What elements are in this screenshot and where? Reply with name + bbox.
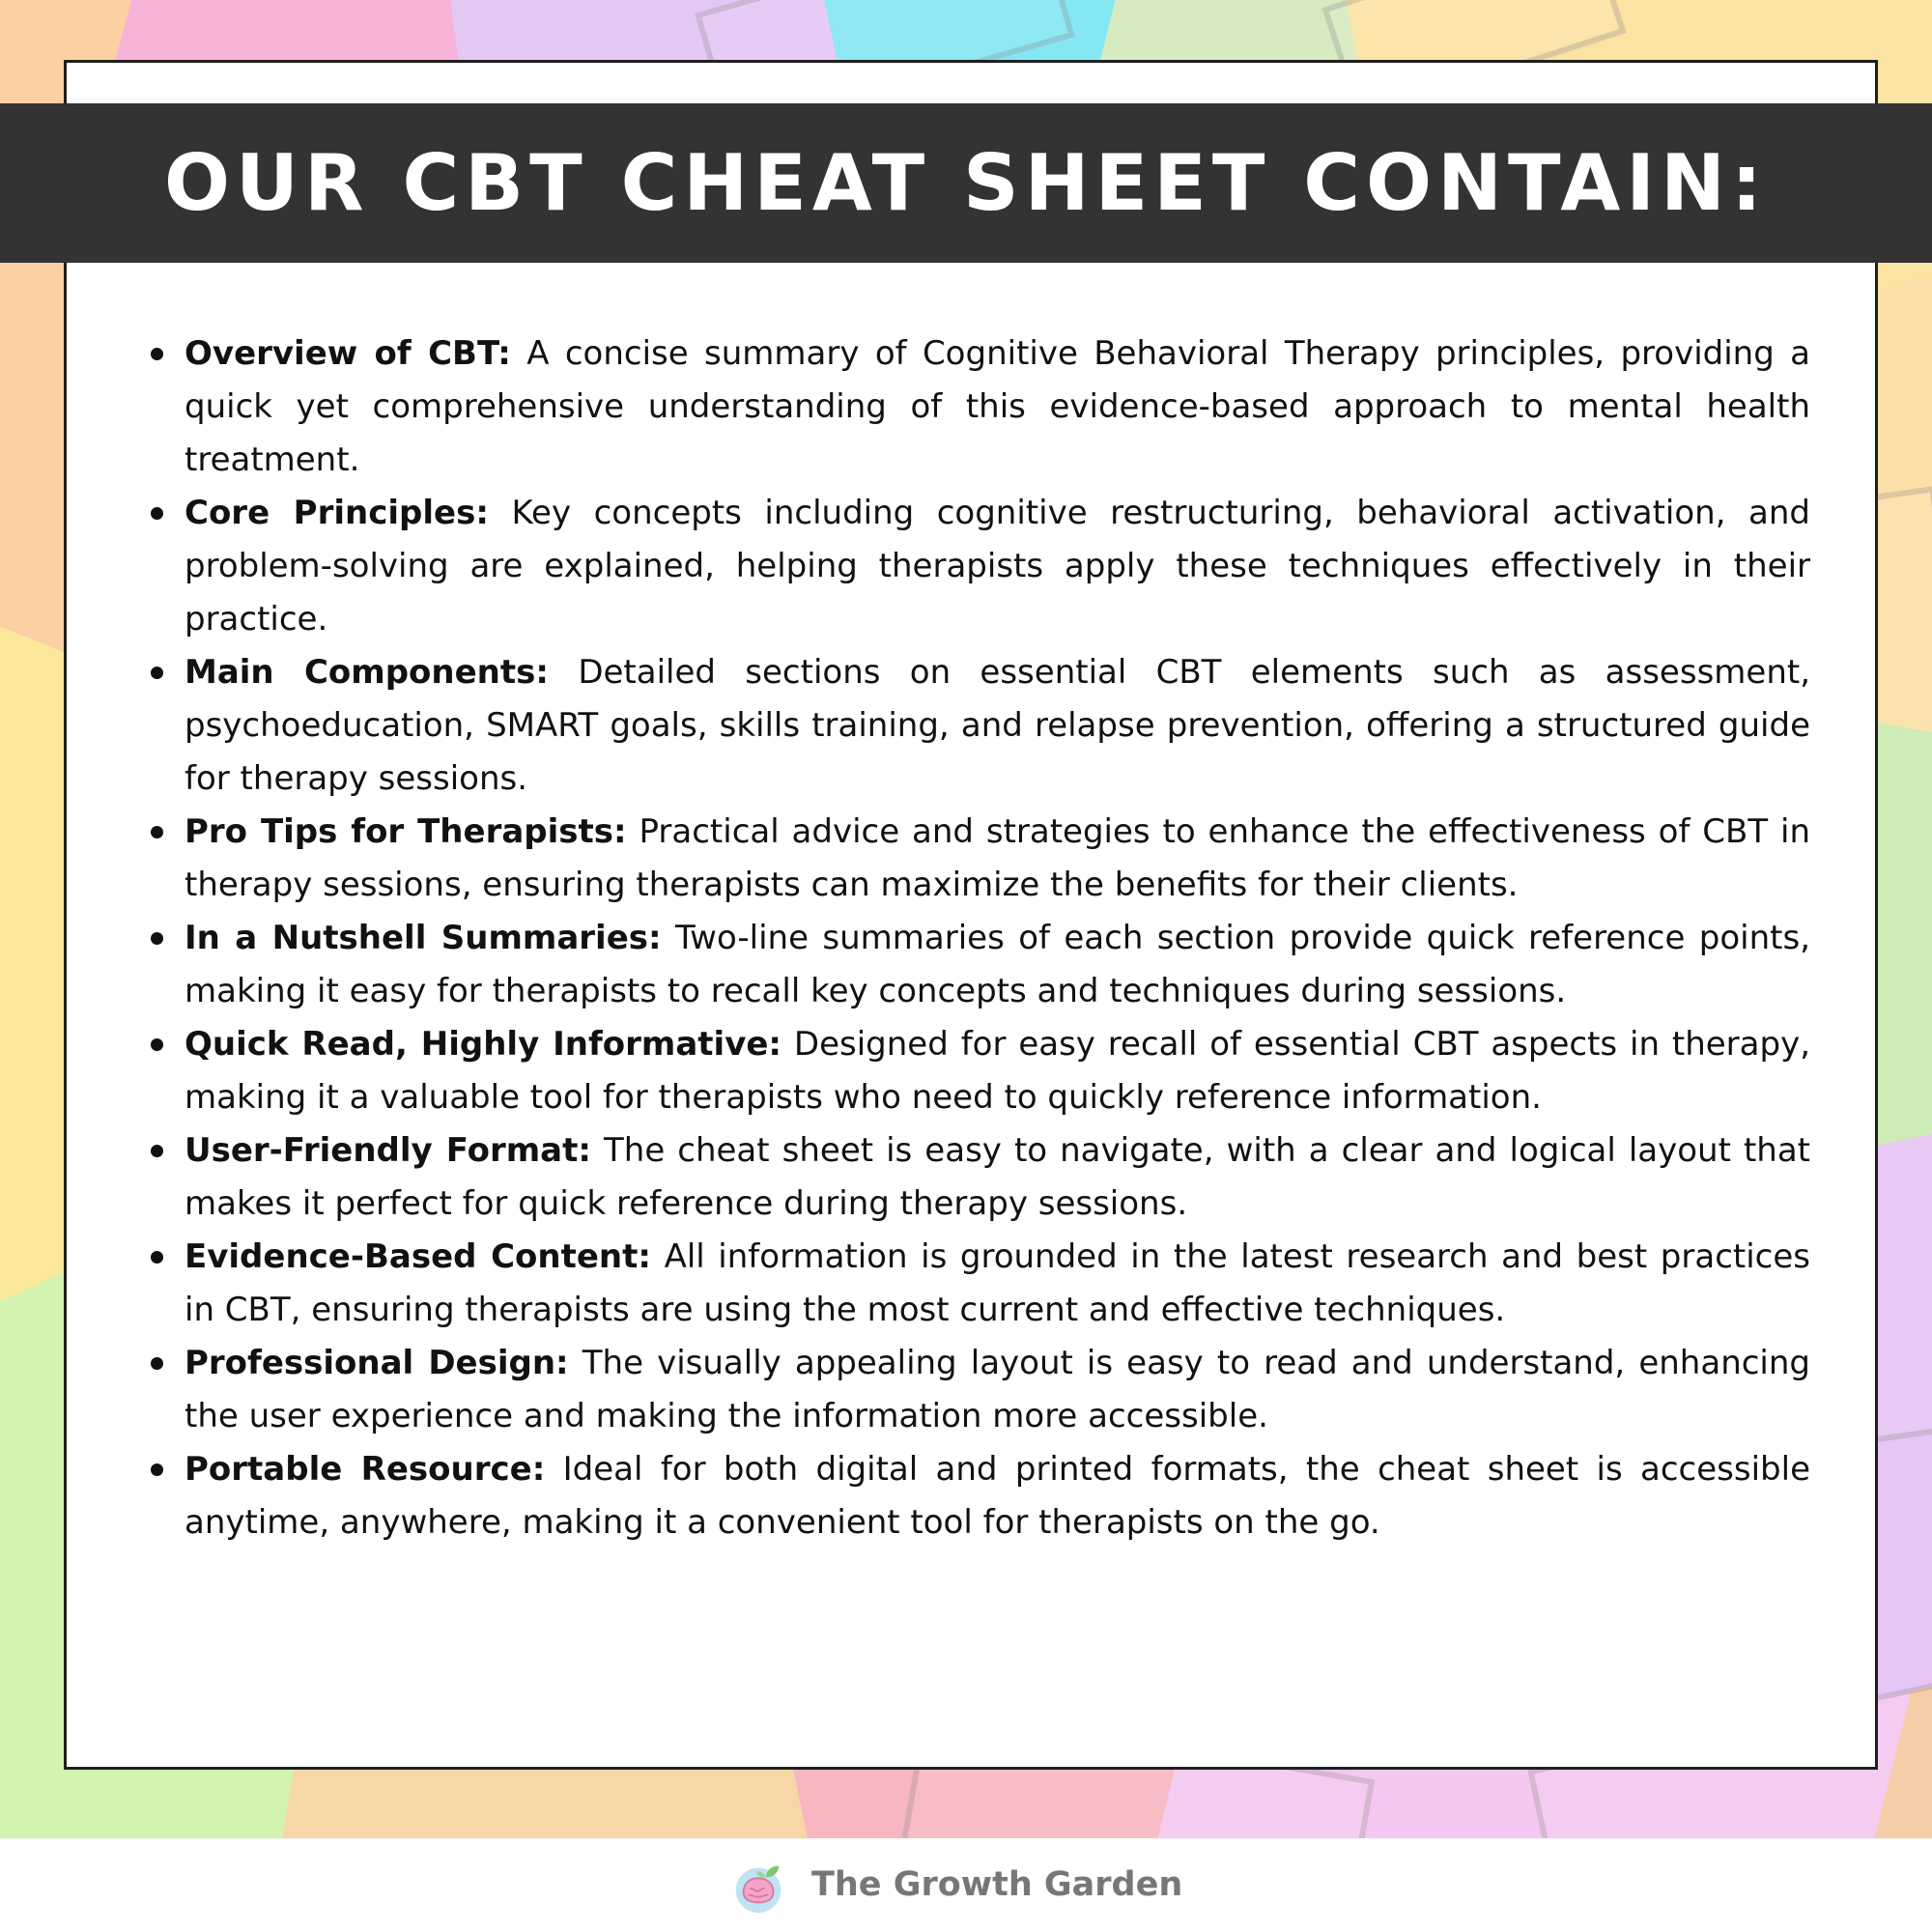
item-description: Practical advice and strategies to enhance the effectiveness of CBT in therapy sessions, ensuring therapists can maximize the benefits for their clients. bbox=[185, 812, 1811, 904]
page-title: OUR CBT CHEAT SHEET CONTAIN: bbox=[164, 138, 1768, 228]
item-term: Overview of CBT: bbox=[185, 334, 511, 373]
bullet-icon bbox=[151, 1145, 163, 1157]
list-item bbox=[185, 1231, 1810, 1337]
bullet-icon bbox=[151, 667, 163, 679]
list-item bbox=[185, 806, 1810, 912]
item-description: Key concepts including cognitive restructuring, behavioral activation, and problem-solving are explained, helping therapists apply these techniques effectively in their practice. bbox=[185, 494, 1810, 639]
item-term: Quick Read, Highly Informative: bbox=[185, 1025, 782, 1064]
item-description: All information is grounded in the latest research and best practices in CBT, ensuring therapists are using the most current and effective techniques. bbox=[185, 1237, 1810, 1329]
feature-list bbox=[185, 327, 1810, 1728]
item-term: Portable Resource: bbox=[185, 1450, 546, 1489]
list-item bbox=[185, 327, 1810, 487]
item-description: Designed for easy recall of essential CBT aspects in therapy, making it a valuable tool for therapists who need to quickly reference information. bbox=[185, 1025, 1810, 1117]
item-term: User-Friendly Format: bbox=[185, 1131, 591, 1170]
bullet-icon bbox=[151, 1357, 163, 1370]
list-item bbox=[185, 1124, 1810, 1231]
item-description: A concise summary of Cognitive Behavioral Therapy principles, providing a quick yet comprehensive understanding of this evidence-based approach to mental health treatment. bbox=[185, 334, 1810, 479]
item-term: Main Components: bbox=[185, 653, 549, 692]
list-item bbox=[185, 1337, 1810, 1443]
bullet-icon bbox=[151, 507, 163, 520]
list-item bbox=[185, 487, 1810, 646]
item-term: Pro Tips for Therapists: bbox=[185, 812, 627, 851]
bullet-icon bbox=[151, 932, 163, 945]
item-term: Core Principles: bbox=[185, 494, 489, 532]
item-description: The cheat sheet is easy to navigate, with a clear and logical layout that makes it perfect for quick reference during therapy sessions. bbox=[185, 1131, 1811, 1223]
item-description: Ideal for both digital and printed formats, the cheat sheet is accessible anytime, anywhere, making it a convenient tool for therapists on the go. bbox=[185, 1450, 1810, 1542]
item-term: Evidence-Based Content: bbox=[185, 1237, 651, 1276]
brand-lockup bbox=[730, 1854, 1182, 1916]
item-description: Detailed sections on essential CBT elements such as assessment, psychoeducation, SMART goals, skills training, and relapse prevention, offering a structured guide for therapy sessions. bbox=[185, 653, 1811, 798]
brain-sprout-logo-icon bbox=[730, 1855, 790, 1915]
bullet-icon bbox=[151, 1251, 163, 1264]
list-item bbox=[185, 1018, 1810, 1124]
bullet-icon bbox=[151, 826, 163, 838]
list-item bbox=[185, 646, 1810, 806]
item-description: Two-line summaries of each section provide quick reference points, making it easy for therapists to recall key concepts and techniques during sessions. bbox=[185, 919, 1811, 1010]
bullet-icon bbox=[151, 348, 163, 360]
item-term: Professional Design: bbox=[185, 1344, 569, 1382]
item-description: The visually appealing layout is easy to read and understand, enhancing the user experience and making the information more accessible. bbox=[185, 1344, 1811, 1435]
bullet-icon bbox=[151, 1038, 163, 1051]
list-item bbox=[185, 1443, 1810, 1549]
brand-name: The Growth Garden bbox=[811, 1865, 1183, 1904]
list-item bbox=[185, 912, 1810, 1018]
bullet-icon bbox=[151, 1463, 163, 1476]
item-term: In a Nutshell Summaries: bbox=[185, 919, 662, 957]
